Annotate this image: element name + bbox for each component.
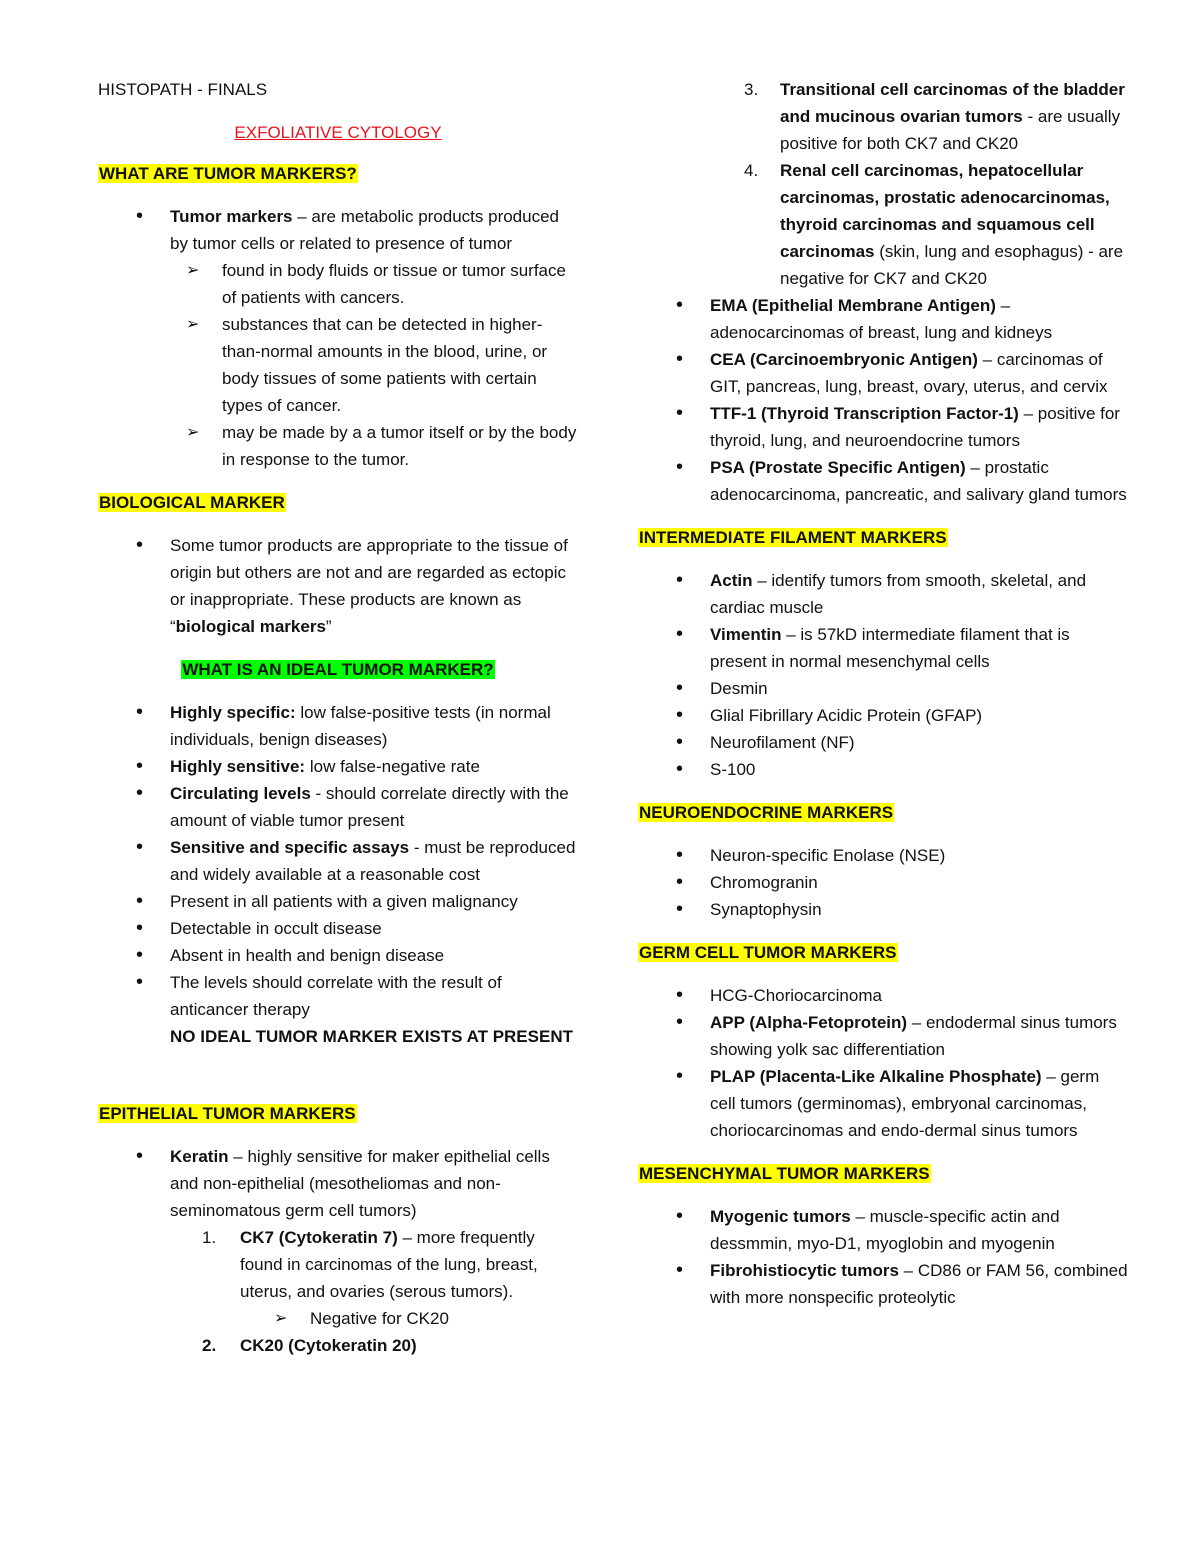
list-item: • Fibrohistiocytic tumors – CD86 or FAM 56, combined with more nonspecific proteolytic xyxy=(638,1257,1128,1311)
list-item: • EMA (Epithelial Membrane Antigen) – adenocarcinomas of breast, lung and kidneys xyxy=(638,292,1128,346)
mesenchymal-list xyxy=(638,1203,1128,1311)
heading-epithelial-markers: EPITHELIAL TUMOR MARKERS xyxy=(99,1104,356,1123)
list-item: • Chromogranin xyxy=(638,869,1128,896)
list-item: • Highly sensitive: low false-negative rate xyxy=(98,753,578,780)
biological-list xyxy=(98,532,578,640)
list-item: • PLAP (Placenta-Like Alkaline Phosphate) – germ cell tumors (germinomas), embryonal carcinomas, choriocarcinomas and endo-dermal sinus tumors xyxy=(638,1063,1128,1144)
cytokeratin-list xyxy=(98,1224,578,1305)
list-item: • HCG-Choriocarcinoma xyxy=(638,982,1128,1009)
list-item: • Tumor markers – are metabolic products produced by tumor cells or related to presence of tumor xyxy=(98,203,578,257)
list-item: • Absent in health and benign disease xyxy=(98,942,578,969)
subtitle-text: EXFOLIATIVE CYTOLOGY xyxy=(234,123,442,142)
list-item: • CEA (Carcinoembryonic Antigen) – carcinomas of GIT, pancreas, lung, breast, ovary, uterus, and cervix xyxy=(638,346,1128,400)
list-item: • Myogenic tumors – muscle-specific actin and dessmmin, myo-D1, myoglobin and myogenin xyxy=(638,1203,1128,1257)
ideal-closing-note: NO IDEAL TUMOR MARKER EXISTS AT PRESENT xyxy=(170,1027,573,1046)
cytokeratin-list-continued xyxy=(638,76,1128,292)
neuroendocrine-list xyxy=(638,842,1128,923)
list-item: • Neuron-specific Enolase (NSE) xyxy=(638,842,1128,869)
numbered-item: 1. CK7 (Cytokeratin 7) – more frequently found in carcinomas of the lung, breast, uterus, and ovaries (serous tumors). xyxy=(202,1228,538,1301)
numbered-item: 2. CK20 (Cytokeratin 20) xyxy=(202,1336,417,1355)
sub-list-item: ➢ Negative for CK20 xyxy=(98,1305,578,1332)
list-item: • Desmin xyxy=(638,675,1128,702)
list-item: • Glial Fibrillary Acidic Protein (GFAP) xyxy=(638,702,1128,729)
epithelial-other-markers-list xyxy=(638,292,1128,508)
list-item: • Some tumor products are appropriate to the tissue of origin but others are not and are regarded as ectopic or inappropriate. These products are known as “biological markers” xyxy=(98,532,578,640)
numbered-item: 4. Renal cell carcinomas, hepatocellular carcinomas, prostatic adenocarcinomas, thyroid carcinomas and squamous cell carcinomas (skin, lung and esophagus) - are negative for CK7 and CK20 xyxy=(744,161,1124,288)
list-item: • Present in all patients with a given malignancy xyxy=(98,888,578,915)
list-item: • APP (Alpha-Fetoprotein) – endodermal sinus tumors showing yolk sac differentiation xyxy=(638,1009,1128,1063)
list-item: • Actin – identify tumors from smooth, skeletal, and cardiac muscle xyxy=(638,567,1128,621)
list-item: • Keratin – highly sensitive for maker epithelial cells and non-epithelial (mesotheliomas and non-seminomatous germ cell tumors) xyxy=(98,1143,578,1224)
section-title-exfoliative xyxy=(98,119,578,146)
list-item: • Vimentin – is 57kD intermediate filament that is present in normal mesenchymal cells xyxy=(638,621,1128,675)
list-item: • Synaptophysin xyxy=(638,896,1128,923)
heading-tumor-markers: WHAT ARE TUMOR MARKERS? xyxy=(99,164,357,183)
document-title: HISTOPATH - FINALS xyxy=(98,80,268,99)
epithelial-list xyxy=(98,1143,578,1224)
list-item: • PSA (Prostate Specific Antigen) – prostatic adenocarcinoma, pancreatic, and salivary gland tumors xyxy=(638,454,1128,508)
heading-neuroendocrine: NEUROENDOCRINE MARKERS xyxy=(639,803,894,822)
right-column xyxy=(638,76,1128,1311)
tumor-markers-list xyxy=(98,203,578,473)
heading-germ-cell: GERM CELL TUMOR MARKERS xyxy=(639,943,897,962)
sub-list-item: ➢ may be made by a a tumor itself or by the body in response to the tumor. xyxy=(98,419,578,473)
list-item: • Sensitive and specific assays - must be reproduced and widely available at a reasonable cost xyxy=(98,834,578,888)
sub-list-item: ➢ substances that can be detected in higher-than-normal amounts in the blood, urine, or body tissues of some patients with certain types of cancer. xyxy=(98,311,578,419)
heading-biological-marker: BIOLOGICAL MARKER xyxy=(99,493,285,512)
sub-list-item: ➢ found in body fluids or tissue or tumor surface of patients with cancers. xyxy=(98,257,578,311)
list-item: • Highly specific: low false-positive tests (in normal individuals, benign diseases) xyxy=(98,699,578,753)
heading-intermediate-filament: INTERMEDIATE FILAMENT MARKERS xyxy=(639,528,947,547)
germ-cell-list xyxy=(638,982,1128,1144)
heading-ideal-tumor-marker: WHAT IS AN IDEAL TUMOR MARKER? xyxy=(182,660,494,679)
heading-mesenchymal: MESENCHYMAL TUMOR MARKERS xyxy=(639,1164,930,1183)
list-item: • Circulating levels - should correlate directly with the amount of viable tumor present xyxy=(98,780,578,834)
list-item: • S-100 xyxy=(638,756,1128,783)
list-item: • Detectable in occult disease xyxy=(98,915,578,942)
list-item: • Neurofilament (NF) xyxy=(638,729,1128,756)
left-column xyxy=(98,76,578,1359)
ideal-marker-list xyxy=(98,699,578,1023)
list-item: • TTF-1 (Thyroid Transcription Factor-1) – positive for thyroid, lung, and neuroendocrine tumors xyxy=(638,400,1128,454)
list-item: • The levels should correlate with the result of anticancer therapy xyxy=(98,969,578,1023)
numbered-item: 3. Transitional cell carcinomas of the bladder and mucinous ovarian tumors - are usually positive for both CK7 and CK20 xyxy=(744,80,1125,153)
intermediate-list xyxy=(638,567,1128,783)
